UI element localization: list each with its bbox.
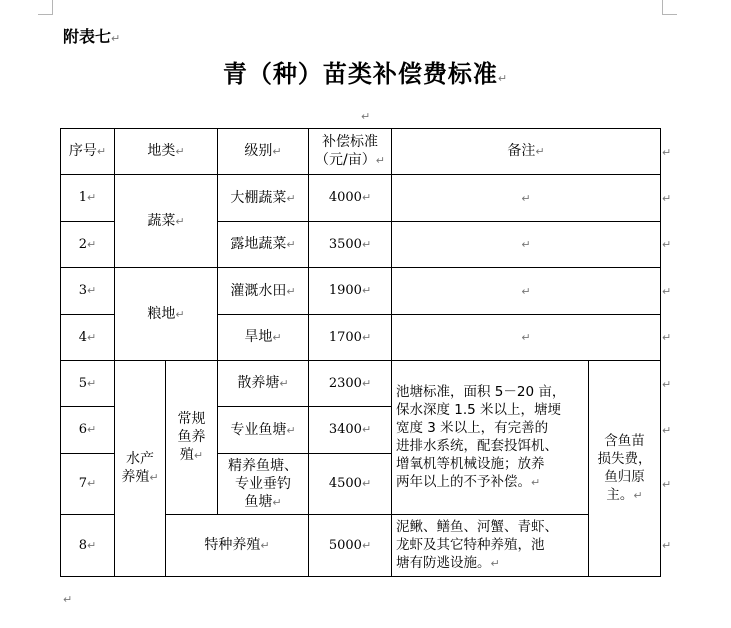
row-seq: 5↵ — [61, 361, 115, 407]
page-margin-corner-left — [38, 0, 53, 15]
table-row — [61, 268, 661, 315]
row-amount: 5000↵ — [309, 515, 392, 577]
row-seq: 1↵ — [61, 175, 115, 222]
group-regular-fish: 常规 鱼养 殖↵ — [166, 361, 218, 515]
row-amount: 3500↵ — [309, 222, 392, 268]
row-level: 灌溉水田↵ — [218, 268, 309, 315]
row-end-mark: ↵ — [662, 539, 672, 552]
table-header-row — [61, 129, 661, 175]
row-level: 露地蔬菜↵ — [218, 222, 309, 268]
row-end-mark: ↵ — [662, 331, 672, 344]
page-margin-corner-right — [662, 0, 677, 15]
table-row — [61, 175, 661, 222]
note-fish-fry: 含鱼苗 损失费， 鱼归原 主。↵ — [589, 361, 661, 577]
group-vegetable: 蔬菜↵ — [115, 175, 218, 268]
paragraph-mark: ↵ — [63, 593, 73, 606]
row-seq: 2↵ — [61, 222, 115, 268]
row-level: 大棚蔬菜↵ — [218, 175, 309, 222]
row-seq: 7↵ — [61, 454, 115, 515]
row-note: ↵ — [392, 315, 661, 361]
row-level: 散养塘↵ — [218, 361, 309, 407]
compensation-table — [60, 128, 661, 577]
table-row — [61, 361, 661, 407]
page-title: 青（种）苗类补偿费标准↵ — [222, 60, 509, 88]
row-note: ↵ — [392, 222, 661, 268]
row-end-mark: ↵ — [662, 192, 672, 205]
group-aquaculture: 水产 养殖↵ — [115, 361, 166, 577]
row-seq: 4↵ — [61, 315, 115, 361]
annex-label: 附表七↵ — [63, 27, 121, 46]
row-end-mark: ↵ — [662, 238, 672, 251]
note-pond-standard: 池塘标准，面积 5－20 亩， 保水深度 1.5 米以上，塘埂 宽度 3 米以上，有完善的 进排水系统，配套投饵机、 增氧机等机械设施；放养 两年以上的不予补偿。↵ — [392, 361, 589, 515]
group-grain: 粮地↵ — [115, 268, 218, 361]
row-seq: 3↵ — [61, 268, 115, 315]
row-amount: 2300↵ — [309, 361, 392, 407]
row-amount: 3400↵ — [309, 407, 392, 454]
row-level: 精养鱼塘、 专业垂钓 鱼塘↵ — [218, 454, 309, 515]
row-end-mark: ↵ — [662, 378, 672, 391]
header-seq: 序号↵ — [61, 129, 115, 175]
row-end-mark: ↵ — [662, 285, 672, 298]
row-note: ↵ — [392, 268, 661, 315]
row-level: 旱地↵ — [218, 315, 309, 361]
row-amount: 1900↵ — [309, 268, 392, 315]
row-seq: 8↵ — [61, 515, 115, 577]
row-end-mark: ↵ — [662, 424, 672, 437]
header-land-type: 地类↵ — [115, 129, 218, 175]
row-amount: 4500↵ — [309, 454, 392, 515]
row-end-mark: ↵ — [662, 478, 672, 491]
paragraph-mark: ↵ — [361, 110, 371, 123]
header-note: 备注↵ — [392, 129, 661, 175]
row-note: ↵ — [392, 175, 661, 222]
row-amount: 4000↵ — [309, 175, 392, 222]
header-standard: 补偿标准 （元/亩）↵ — [309, 129, 392, 175]
note-special-breeding: 泥鳅、鳝鱼、河蟹、青虾、 龙虾及其它特种养殖，池 塘有防逃设施。↵ — [392, 515, 589, 577]
header-level: 级别↵ — [218, 129, 309, 175]
row-seq: 6↵ — [61, 407, 115, 454]
row-level: 特种养殖↵ — [166, 515, 309, 577]
row-amount: 1700↵ — [309, 315, 392, 361]
row-level: 专业鱼塘↵ — [218, 407, 309, 454]
row-end-mark: ↵ — [662, 146, 672, 159]
